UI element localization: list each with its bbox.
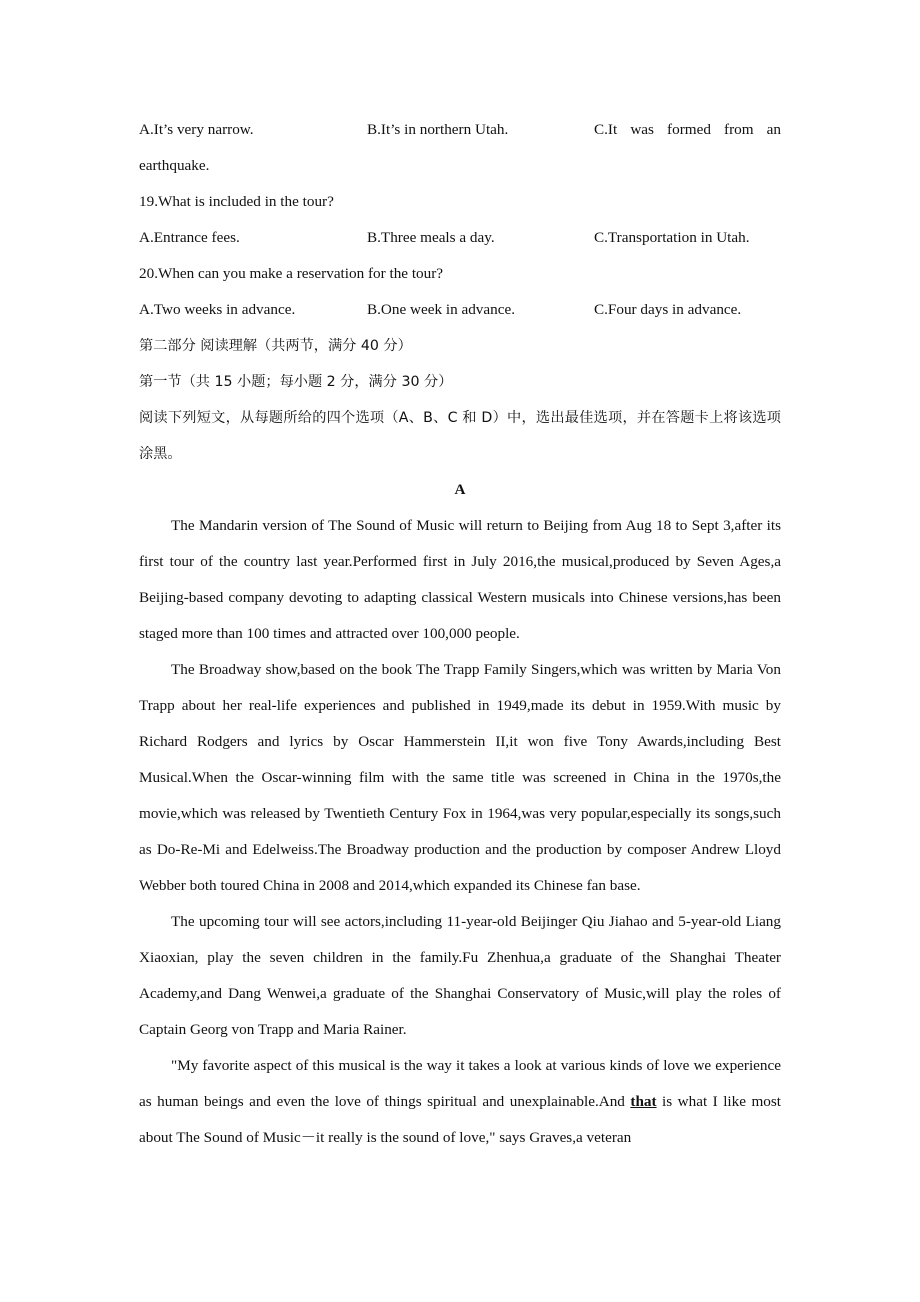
q19-options [139, 220, 781, 256]
q18-option-b: B.It’s in northern Utah. [367, 121, 509, 138]
passage-paragraph-3: The upcoming tour will see actors,including 11-year-old Beijinger Qiu Jiahao and 5-year-old Liang Xiaoxian, play the seven children in the family.Fu Zhenhua,a graduate of the Shanghai Theater Academy,and Dang Wenwei,a graduate of the Shanghai Conservatory of Music,will play the roles of Captain Georg von Trapp and Maria Rainer. [139, 913, 781, 1038]
passage-paragraph-1: The Mandarin version of The Sound of Music will return to Beijing from Aug 18 to Sept 3,after its first tour of the country last year.Performed first in July 2016,the musical,produced by Seven Ages,a Beijing-based company devoting to adapting classical Western musicals into Chinese versions,has been staged more than 100 times and attracted over 100,000 people. [139, 517, 781, 642]
q19-option-c: C.Transportation in Utah. [594, 229, 750, 246]
q18-option-c: C.It was formed from an [594, 121, 781, 138]
q20-option-b: B.One week in advance. [367, 301, 516, 318]
subsection-title: 第一节（共 15 小题；每小题 2 分，满分 30 分） [139, 374, 453, 390]
paragraph-4-text-before: "My favorite aspect of this musical is the way it takes a look at various kinds of love we experience as human beings and even the love of things spiritual and unexplainable.And [139, 1057, 781, 1110]
q20-options [139, 292, 781, 328]
underlined-word-that: that [630, 1093, 657, 1110]
q19-option-a: A.Entrance fees. [139, 229, 240, 246]
passage-paragraph-4 [139, 1048, 781, 1156]
q19-question: 19.What is included in the tour? [139, 193, 334, 210]
q18-option-c-continuation: earthquake. [139, 157, 210, 174]
q18-option-a: A.It’s very narrow. [139, 121, 254, 138]
part-title: 第二部分 阅读理解（共两节，满分 40 分） [139, 338, 412, 354]
instructions: 阅读下列短文，从每题所给的四个选项（A、B、C 和 D）中，选出最佳选项，并在答题卡上将该选项涂黑。 [139, 410, 781, 462]
q18-options [139, 112, 781, 148]
paragraph-4-text-after: is what I like most about The Sound of Music－it really is the sound of love," says Graves,a veteran [139, 1093, 781, 1146]
exam-page [139, 112, 781, 1156]
passage-label: A [454, 481, 466, 498]
passage-paragraph-2: The Broadway show,based on the book The Trapp Family Singers,which was written by Maria Von Trapp about her real-life experiences and published in 1949,made its debut in 1959.With music by Richard Rodgers and lyrics by Oscar Hammerstein II,it won five Tony Awards,including Best Musical.When the Oscar-winning film with the same title was screened in China in the 1970s,the movie,which was released by Twentieth Century Fox in 1964,was very popular,especially its songs,such as Do-Re-Mi and Edelweiss.The Broadway production and the production by composer Andrew Lloyd Webber both toured China in 2008 and 2014,which expanded its Chinese fan base. [139, 661, 781, 894]
q20-option-c: C.Four days in advance. [594, 301, 742, 318]
q20-option-a: A.Two weeks in advance. [139, 301, 296, 318]
q19-option-b: B.Three meals a day. [367, 229, 495, 246]
q20-question: 20.When can you make a reservation for the tour? [139, 265, 444, 282]
